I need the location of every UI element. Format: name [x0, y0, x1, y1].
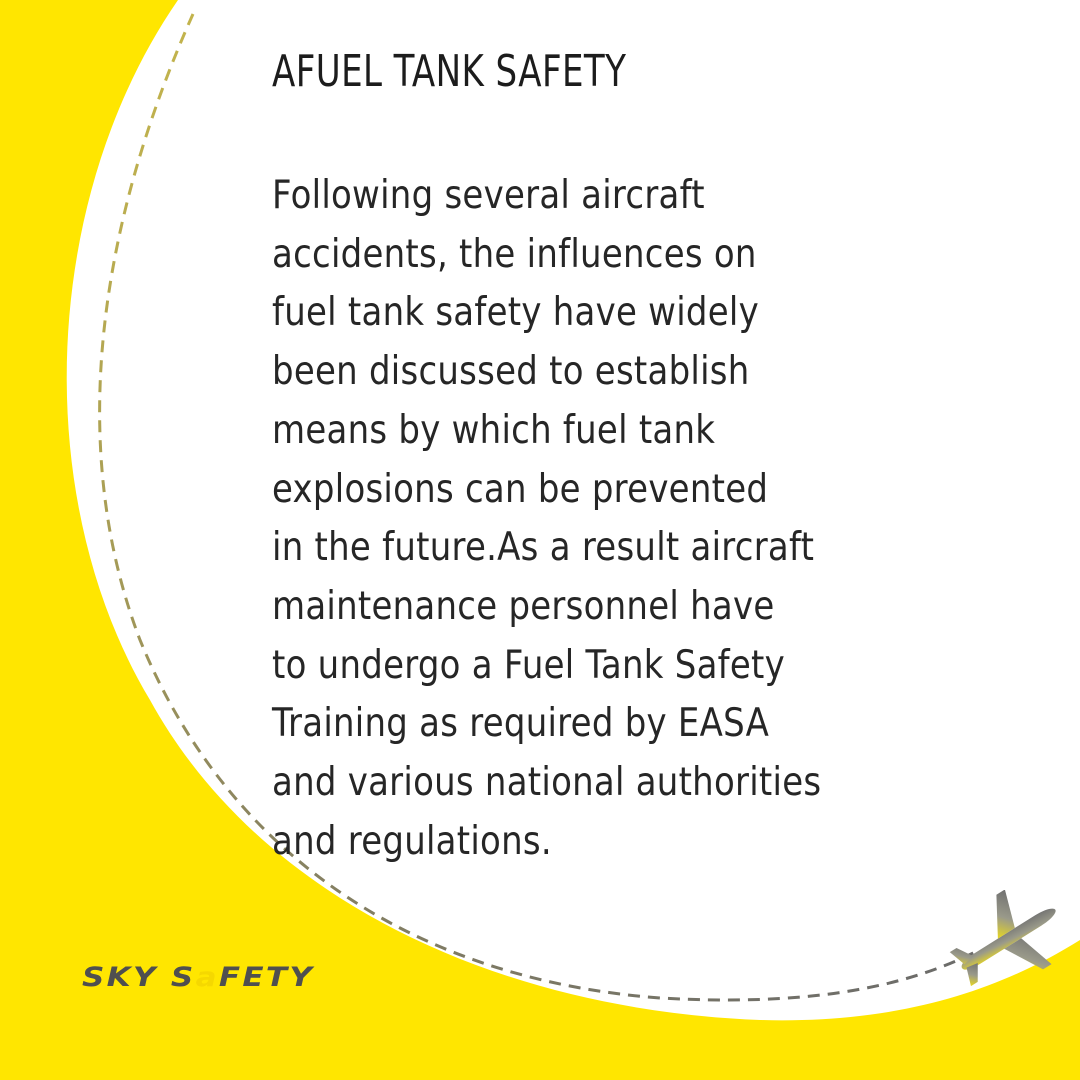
body-line: in the future.As a result aircraft [272, 524, 815, 571]
body-line: fuel tank safety have widely [272, 289, 759, 336]
airplane-icon [948, 890, 1066, 990]
body-line: maintenance personnel have [272, 582, 775, 629]
body-line: accidents, the influences on [272, 230, 757, 277]
page-title: AFUEL TANK SAFETY [272, 46, 627, 97]
body-line: to undergo a Fuel Tank Safety [272, 641, 785, 688]
body-line: and various national authorities [272, 759, 822, 806]
logo-text-part2: FETY [218, 962, 315, 993]
sky-safety-logo [82, 962, 314, 993]
body-line: explosions can be prevented [272, 465, 769, 512]
body-text [272, 166, 822, 870]
body-line: been discussed to establish [272, 348, 750, 395]
body-line: means by which fuel tank [272, 406, 716, 453]
body-line: Training as required by EASA [272, 700, 770, 747]
logo-text-part1: SKY S [82, 962, 196, 993]
body-line: and regulations. [272, 817, 552, 864]
body-line: Following several aircraft [272, 172, 705, 218]
logo-text-accent: a [195, 962, 219, 993]
